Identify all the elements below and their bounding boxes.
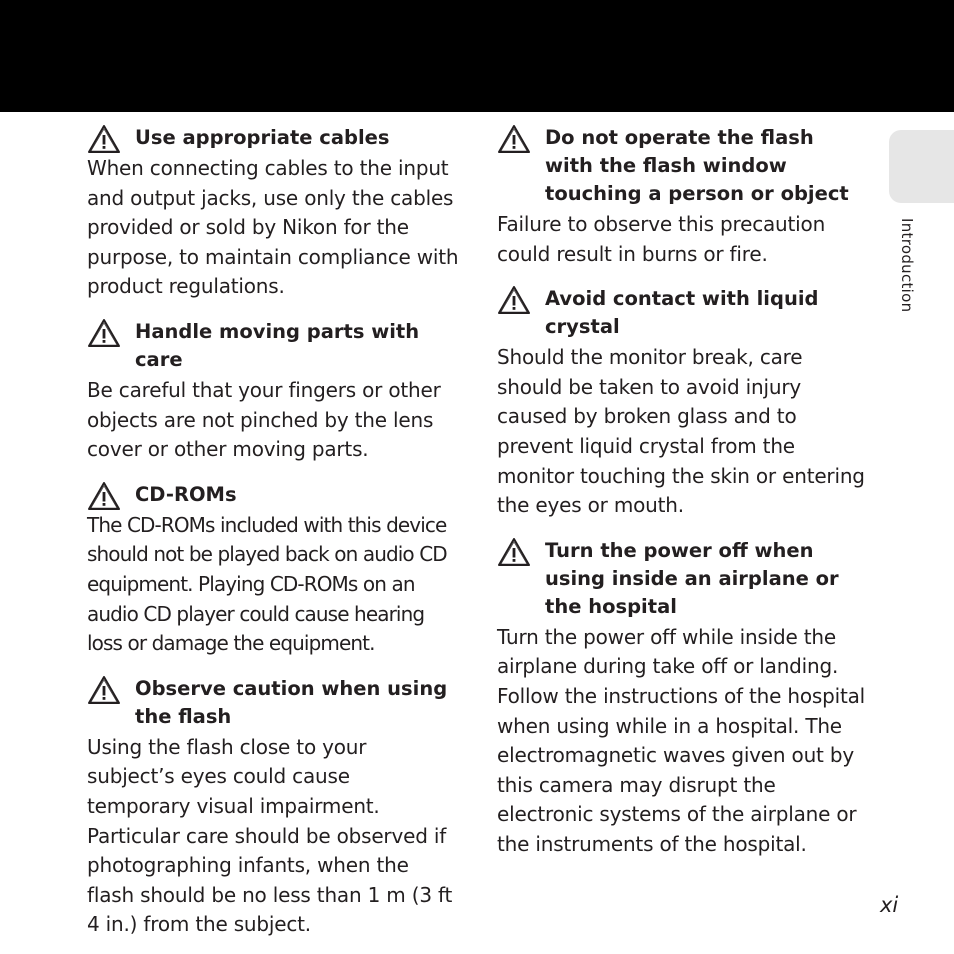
section-body: Turn the power off while inside the airplane during take off or landing. Follow the instructions of the hospital when using while in a hospital. The electromagnetic waves given out by this camera may disrupt the electronic systems of the airplane or the instruments of the hospital. — [497, 624, 866, 856]
warning-triangle-icon — [497, 285, 531, 315]
right-column — [497, 124, 865, 874]
warning-triangle-icon — [87, 675, 121, 705]
header-bar — [0, 0, 954, 112]
left-column — [87, 124, 459, 954]
section-heading: Handle moving parts with care — [87, 318, 459, 374]
section-body: Using the flash close to your subject’s eyes could cause temporary visual impairment. Particular care should be observed if photographing infants, when the flash should be no less than 1 m (3 ft 4 in.) from the subject. — [87, 734, 453, 937]
caution-section — [497, 285, 865, 521]
section-body: Be careful that your fingers or other objects are not pinched by the lens cover or other moving parts. — [87, 377, 441, 462]
section-body: Failure to observe this precaution could result in burns or fire. — [497, 212, 826, 266]
warning-triangle-icon — [497, 537, 531, 567]
section-tab-label: Introduction — [898, 218, 916, 313]
caution-section — [87, 675, 459, 940]
section-heading: CD-ROMs — [87, 481, 459, 509]
page-number: xi — [880, 893, 899, 917]
section-heading: Do not operate the flash with the flash window touching a person or object — [497, 124, 865, 208]
warning-triangle-icon — [87, 318, 121, 348]
warning-triangle-icon — [87, 124, 121, 154]
warning-triangle-icon — [497, 124, 531, 154]
caution-section — [497, 537, 865, 860]
section-heading: Use appropriate cables — [87, 124, 459, 152]
section-body: When connecting cables to the input and output jacks, use only the cables provided or sold by Nikon for the purpose, to maintain compliance with product regulations. — [87, 156, 459, 299]
section-body: The CD-ROMs included with this device should not be played back on audio CD equipment. Playing CD-ROMs on an audio CD player could cause hearing loss or damage the equipment. — [87, 512, 447, 656]
section-body: Should the monitor break, care should be taken to avoid injury caused by broken glass and to prevent liquid crystal from the monitor touching the skin or entering the eyes or mouth. — [497, 345, 865, 518]
caution-section — [87, 481, 459, 659]
caution-section — [497, 124, 865, 269]
caution-section — [87, 124, 459, 302]
warning-triangle-icon — [87, 481, 121, 511]
section-heading: Turn the power off when using inside an airplane or the hospital — [497, 537, 865, 621]
section-heading: Observe caution when using the flash — [87, 675, 459, 731]
section-tab[interactable] — [889, 130, 954, 203]
section-heading: Avoid contact with liquid crystal — [497, 285, 865, 341]
caution-section — [87, 318, 459, 465]
